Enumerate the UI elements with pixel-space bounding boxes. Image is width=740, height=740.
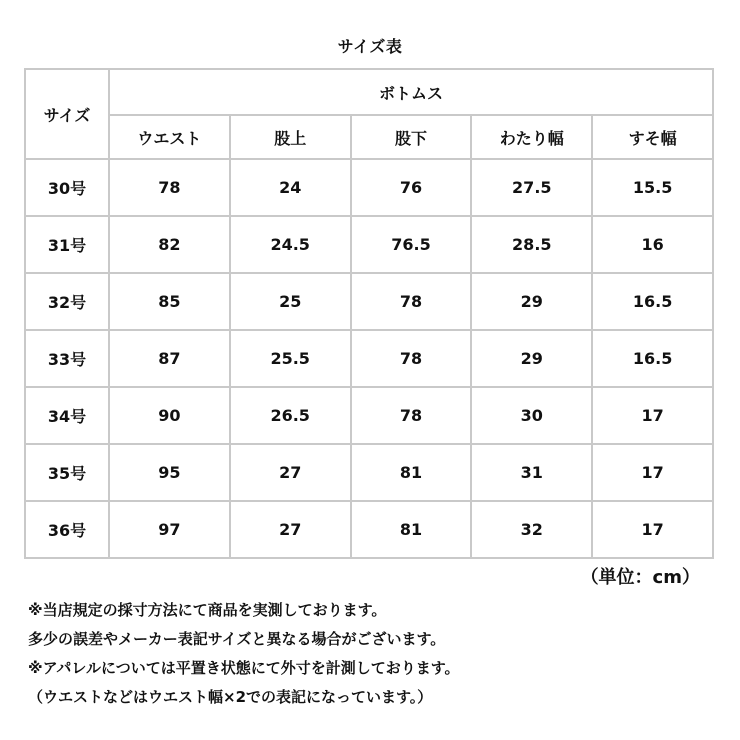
table-cell: 97 (109, 501, 230, 558)
table-cell: 30 (471, 387, 592, 444)
table-row (25, 216, 713, 273)
page-title: サイズ表 (337, 37, 403, 56)
size-cell: 34号 (25, 387, 109, 444)
table-cell: 81 (351, 444, 472, 501)
size-cell: 30号 (25, 159, 109, 216)
table-row (25, 444, 713, 501)
column-header-thigh-width: わたり幅 (471, 115, 592, 159)
table-cell: 27.5 (471, 159, 592, 216)
table-cell: 17 (592, 387, 713, 444)
table-cell: 82 (109, 216, 230, 273)
table-header-columns-row (25, 115, 713, 159)
table-cell: 16 (592, 216, 713, 273)
size-cell: 32号 (25, 273, 109, 330)
table-cell: 16.5 (592, 330, 713, 387)
table-cell: 29 (471, 273, 592, 330)
table-cell: 27 (230, 501, 351, 558)
column-header-hem-width: すそ幅 (592, 115, 713, 159)
column-header-waist: ウエスト (109, 115, 230, 159)
table-header-group-row (25, 69, 713, 115)
table-cell: 95 (109, 444, 230, 501)
table-cell: 85 (109, 273, 230, 330)
table-cell: 24 (230, 159, 351, 216)
size-header-cell: サイズ (25, 69, 109, 159)
size-cell: 33号 (25, 330, 109, 387)
table-row (25, 330, 713, 387)
note-line: ※当店規定の採寸方法にて商品を実測しております。 (28, 601, 387, 619)
table-row (25, 501, 713, 558)
table-cell: 76.5 (351, 216, 472, 273)
size-cell: 35号 (25, 444, 109, 501)
table-row (25, 273, 713, 330)
note-line: ※アパレルについては平置き状態にて外寸を計測しております。 (28, 659, 460, 677)
table-cell: 32 (471, 501, 592, 558)
table-cell: 78 (351, 330, 472, 387)
note-line: 多少の誤差やメーカー表記サイズと異なる場合がございます。 (28, 630, 446, 648)
unit-note: （単位：cm） (580, 567, 700, 588)
notes-block (28, 596, 728, 712)
table-cell: 78 (109, 159, 230, 216)
table-cell: 16.5 (592, 273, 713, 330)
table-cell: 26.5 (230, 387, 351, 444)
table-cell: 25.5 (230, 330, 351, 387)
table-cell: 17 (592, 501, 713, 558)
table-cell: 17 (592, 444, 713, 501)
size-cell: 36号 (25, 501, 109, 558)
table-row (25, 387, 713, 444)
table-cell: 29 (471, 330, 592, 387)
table-cell: 31 (471, 444, 592, 501)
table-cell: 90 (109, 387, 230, 444)
column-header-inseam: 股下 (351, 115, 472, 159)
table-cell: 27 (230, 444, 351, 501)
note-line: （ウエストなどはウエスト幅×2での表記になっています。） (28, 688, 433, 706)
size-table (24, 68, 714, 559)
table-cell: 76 (351, 159, 472, 216)
column-header-rise: 股上 (230, 115, 351, 159)
table-cell: 24.5 (230, 216, 351, 273)
table-row (25, 159, 713, 216)
table-cell: 78 (351, 273, 472, 330)
table-cell: 15.5 (592, 159, 713, 216)
size-cell: 31号 (25, 216, 109, 273)
table-cell: 81 (351, 501, 472, 558)
table-cell: 25 (230, 273, 351, 330)
table-cell: 28.5 (471, 216, 592, 273)
table-cell: 87 (109, 330, 230, 387)
bottoms-header-cell: ボトムス (109, 69, 713, 115)
table-cell: 78 (351, 387, 472, 444)
